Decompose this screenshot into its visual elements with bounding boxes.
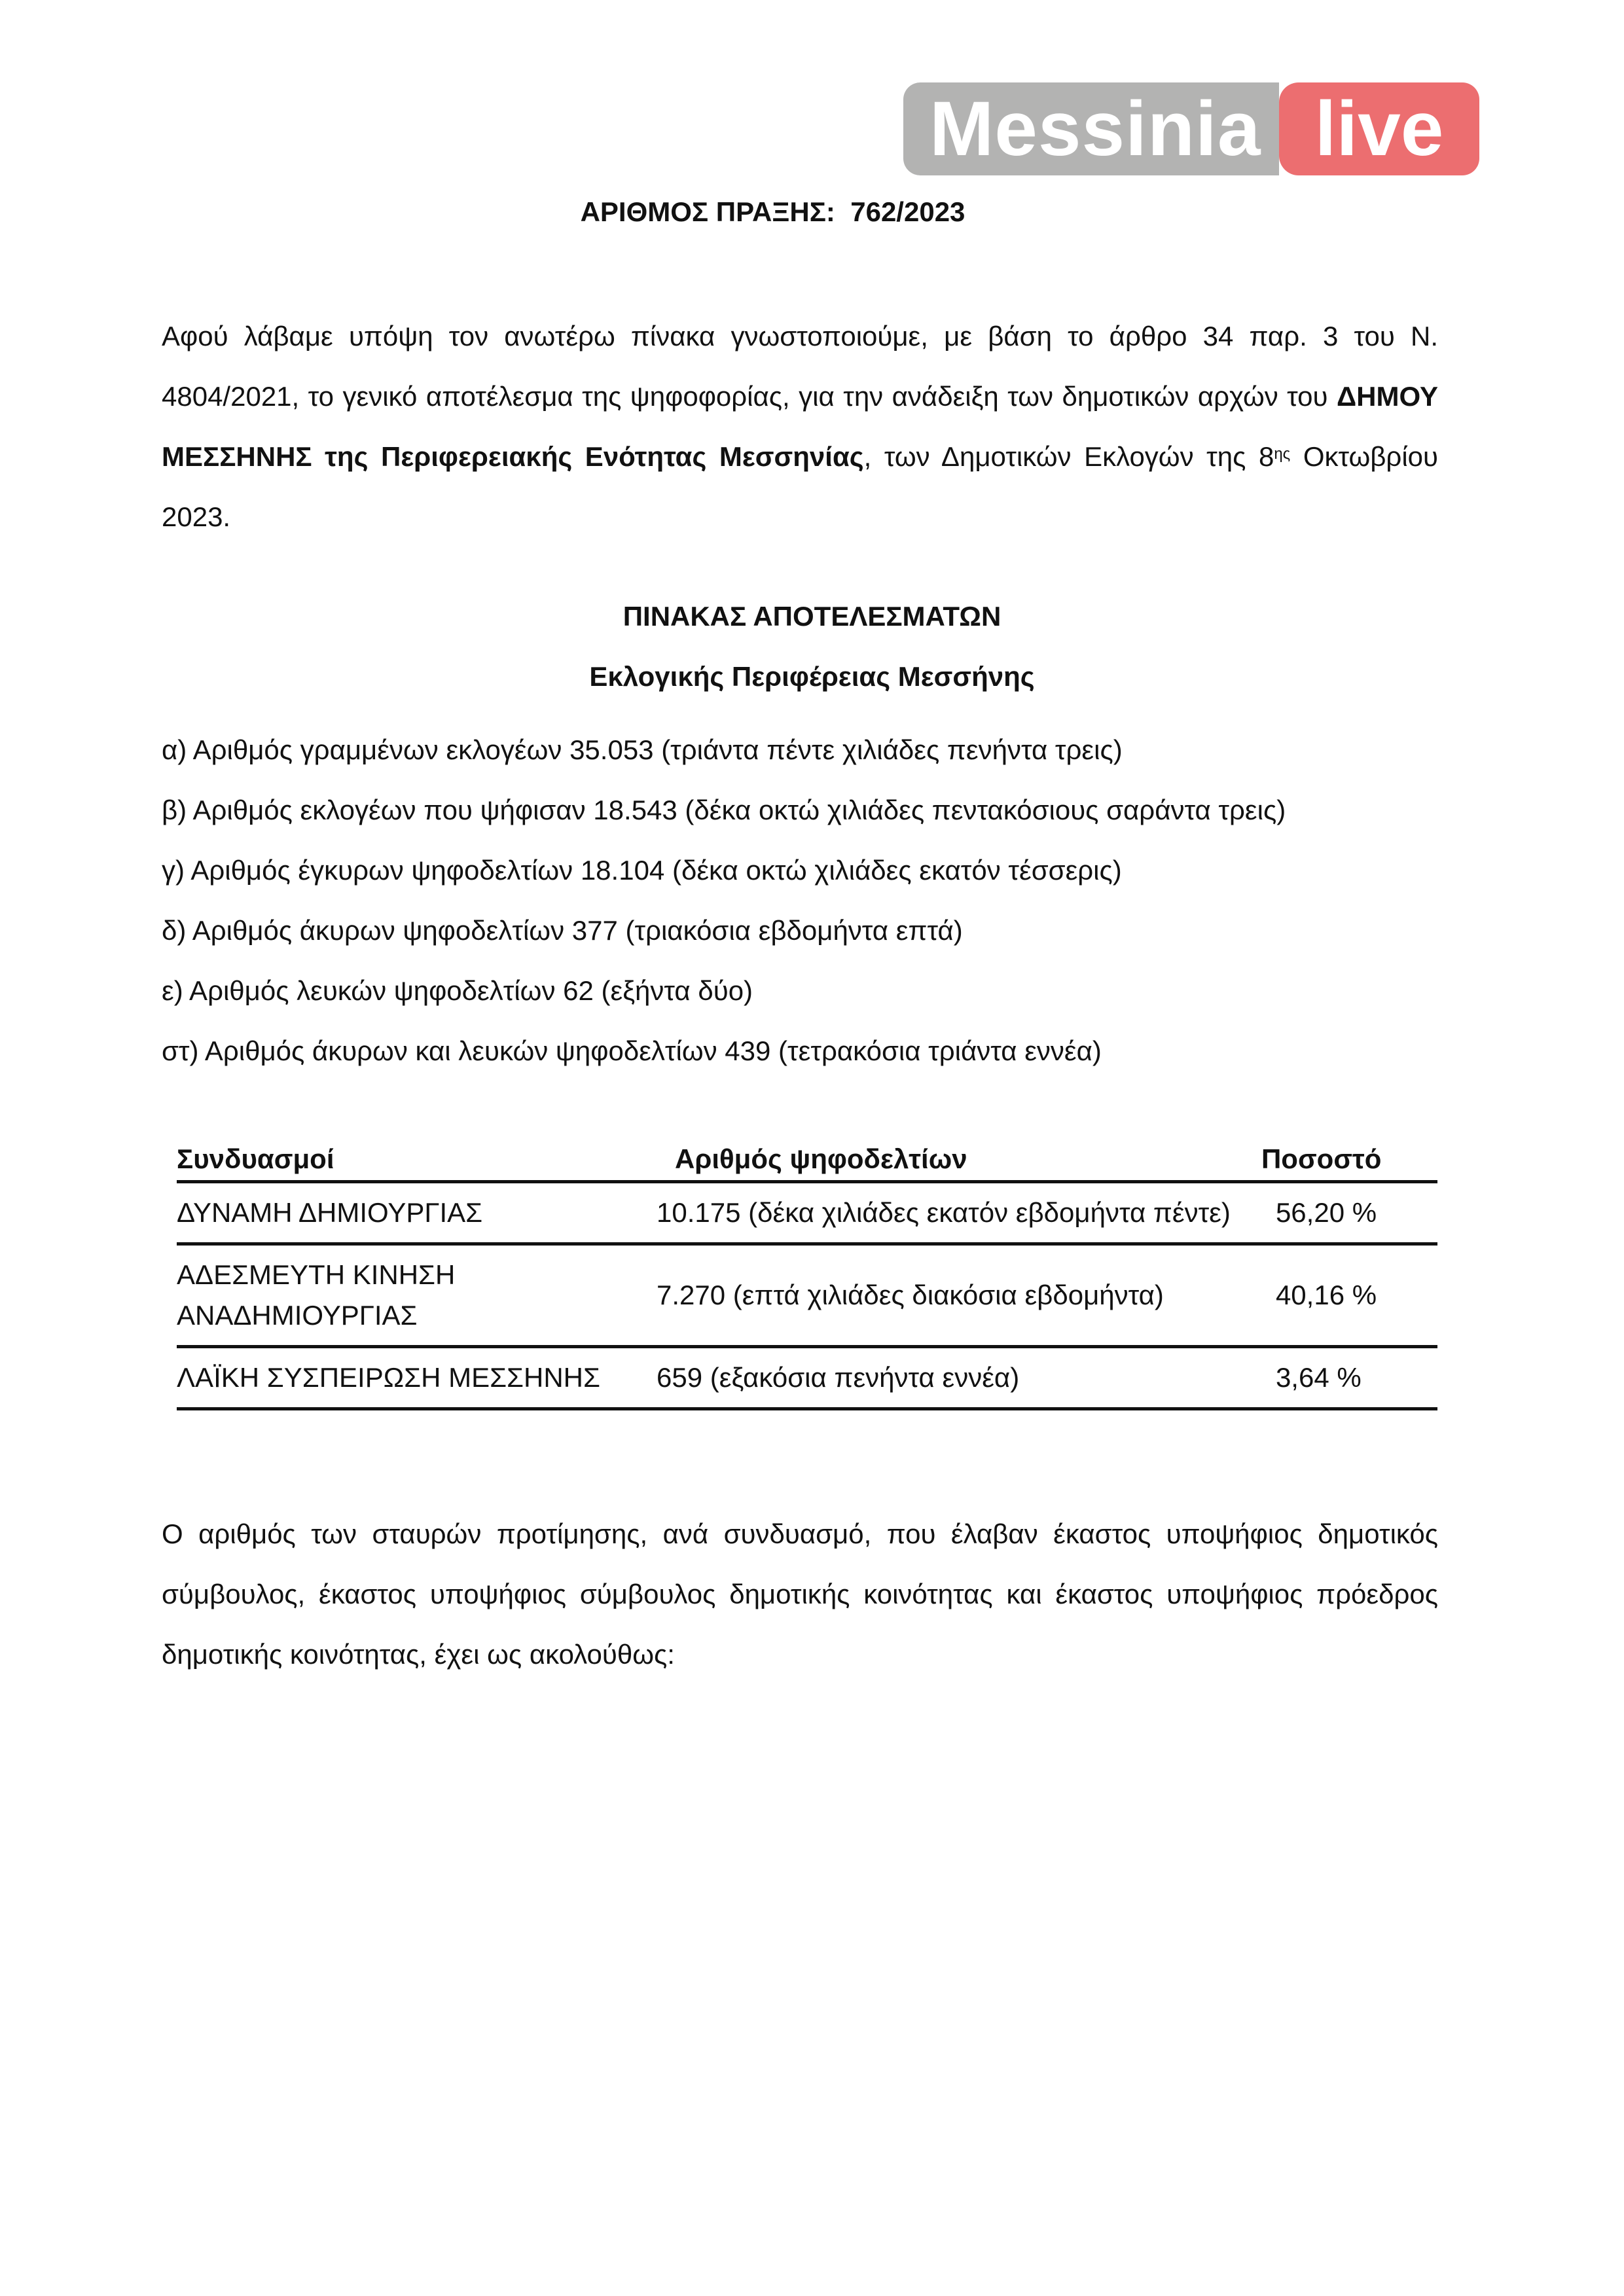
stat-blank-ballots: ε) Αριθμός λευκών ψηφοδελτίων 62 (εξήντα δύο) [162,975,753,1006]
stat-registered-voters: α) Αριθμός γραμμένων εκλογέων 35.053 (τριάντα πέντε χιλιάδες πενήντα τρεις) [162,734,1123,765]
column-header-votes: Αριθμός ψηφοδελτίων [657,1136,1261,1182]
voting-statistics-list [162,720,1471,1081]
coalition-percentage: 40,16 % [1261,1244,1437,1347]
intro-paragraph [162,306,1438,547]
coalition-votes: 10.175 (δέκα χιλιάδες εκατόν εβδομήντα πέντε) [657,1182,1261,1244]
act-label: ΑΡΙΘΜΟΣ ΠΡΑΞΗΣ: [580,196,835,227]
results-table-title: ΠΙΝΑΚΑΣ ΑΠΟΤΕΛΕΣΜΑΤΩΝ [623,601,1001,632]
column-header-percentage: Ποσοστό [1261,1136,1437,1182]
table-row [177,1182,1437,1244]
column-header-coalitions: Συνδυασμοί [177,1136,657,1182]
intro-text-end: Οκτωβρίου 2023. [162,441,1438,532]
stat-invalid-ballots: δ) Αριθμός άκυρων ψηφοδελτίων 377 (τριακόσια εβδομήντα επτά) [162,915,963,946]
stat-valid-ballots: γ) Αριθμός έγκυρων ψηφοδελτίων 18.104 (δέκα οκτώ χιλιάδες εκατόν τέσσερις) [162,855,1122,886]
coalition-percentage: 3,64 % [1261,1347,1437,1409]
stat-invalid-and-blank-ballots: στ) Αριθμός άκυρων και λευκών ψηφοδελτίων 439 (τετρακόσια τριάντα εννέα) [162,1035,1102,1066]
intro-text-start: Αφού λάβαμε υπόψη τον ανωτέρω πίνακα γνωστοποιούμε, με βάση το άρθρο 34 παρ. 3 του Ν. 4804/2021, το γενικό αποτέλεσμα της ψηφοφορίας, για την ανάδειξη των δημοτικών αρχών του [162,321,1438,412]
table-header-row [177,1136,1437,1182]
table-row [177,1244,1437,1347]
ordinal-suffix: ης [1274,445,1291,463]
intro-municipality-bold: ΔΗΜΟΥ ΜΕΣΣΗΝΗΣ της Περιφερειακής Ενότητας Μεσσηνίας [162,381,1438,472]
logo-text-messinia: Messinia [903,82,1279,175]
act-number-heading [0,196,1624,228]
coalition-name: ΔΥΝΑΜΗ ΔΗΜΙΟΥΡΓΙΑΣ [177,1182,657,1244]
intro-text-middle: , των Δημοτικών Εκλογών της 8 [863,441,1274,472]
coalition-votes: 7.270 (επτά χιλιάδες διακόσια εβδομήντα) [657,1244,1261,1347]
coalition-percentage: 56,20 % [1261,1182,1437,1244]
coalition-votes: 659 (εξακόσια πενήντα εννέα) [657,1347,1261,1409]
closing-paragraph: Ο αριθμός των σταυρών προτίμησης, ανά συνδυασμό, που έλαβαν έκαστος υποψήφιος δημοτικός σύμβουλος, έκαστος υποψήφιος σύμβουλος δημοτικής κοινότητας και έκαστος υποψήφιος πρόεδρος δημοτικής κοινότητας, έχει ως ακολούθως: [162,1518,1438,1670]
coalition-name: ΛΑΪΚΗ ΣΥΣΠΕΙΡΩΣΗ ΜΕΣΣΗΝΗΣ [177,1347,657,1409]
results-table [177,1136,1437,1410]
act-number: 762/2023 [850,196,965,227]
table-row [177,1347,1437,1409]
results-table-subtitle: Εκλογικής Περιφέρειας Μεσσήνης [589,661,1035,692]
messinia-live-logo [903,82,1479,175]
logo-text-live: live [1279,82,1479,175]
stat-voters-voted: β) Αριθμός εκλογέων που ψήφισαν 18.543 (δέκα οκτώ χιλιάδες πεντακόσιους σαράντα τρεις) [162,795,1286,825]
coalition-name: ΑΔΕΣΜΕΥΤΗ ΚΙΝΗΣΗ ΑΝΑΔΗΜΙΟΥΡΓΙΑΣ [177,1244,657,1347]
